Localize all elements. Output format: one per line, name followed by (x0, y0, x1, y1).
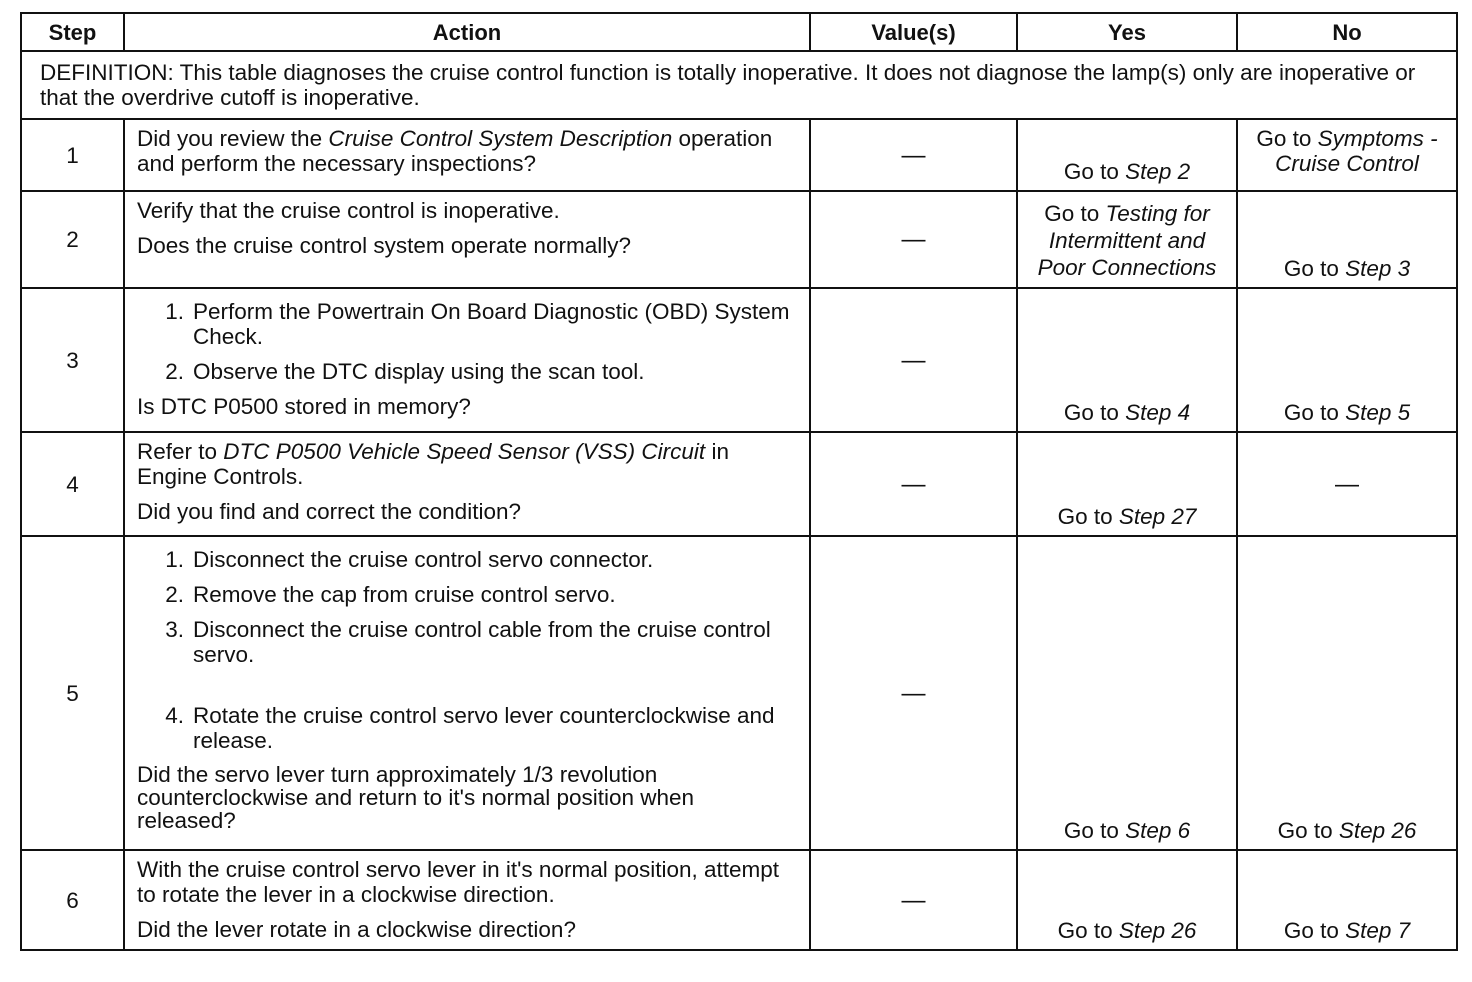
action-cell (124, 536, 810, 850)
action-cell (124, 119, 810, 191)
action-text-part: operation and perform the necessary inspections? (137, 126, 773, 176)
table-row (21, 119, 1457, 191)
action-cell (124, 191, 810, 288)
header-action: Action (124, 13, 810, 51)
no-cell: — (1237, 432, 1457, 536)
table-row (21, 432, 1457, 536)
action-question: Did the servo lever turn approximately 1/3 revolution counterclockwise and return to it's normal position when released? (137, 762, 695, 833)
goto-link[interactable]: Step 26 (1118, 918, 1197, 943)
list-item (137, 617, 799, 667)
step-number: 5 (21, 536, 124, 850)
list-item (137, 359, 799, 384)
list-item-text: Perform the Powertrain On Board Diagnostic (OBD) System Check. (193, 299, 790, 349)
procedure-list (137, 299, 799, 384)
goto-prefix: Go to (1063, 818, 1126, 843)
list-item-text: Remove the cap from cruise control servo. (193, 582, 616, 607)
step-number: 6 (21, 850, 124, 950)
goto-link[interactable]: Step 5 (1345, 400, 1411, 425)
list-item-text: Disconnect the cruise control servo connector. (193, 547, 654, 572)
goto-link[interactable]: Step 2 (1125, 159, 1191, 184)
goto-prefix: Go to (1283, 918, 1346, 943)
header-values: Value(s) (810, 13, 1017, 51)
list-item (137, 299, 799, 349)
table-row (21, 536, 1457, 850)
procedure-list (137, 547, 799, 753)
yes-cell (1017, 191, 1237, 288)
table-row (21, 191, 1457, 288)
list-item (137, 582, 799, 607)
list-item-number: 2. (165, 359, 184, 384)
yes-cell (1017, 119, 1237, 191)
step-number: 1 (21, 119, 124, 191)
action-cell (124, 850, 810, 950)
no-cell (1237, 536, 1457, 850)
header-yes: Yes (1017, 13, 1237, 51)
step-number: 2 (21, 191, 124, 288)
action-question: Is DTC P0500 stored in memory? (137, 394, 471, 419)
value-cell: — (810, 850, 1017, 950)
list-item-number: 1. (165, 299, 184, 324)
list-item-number: 3. (165, 617, 184, 642)
action-reference: DTC P0500 Vehicle Speed Sensor (VSS) Circuit (223, 439, 706, 464)
no-cell (1237, 191, 1457, 288)
goto-link[interactable]: Step 3 (1345, 256, 1411, 281)
table-row (21, 288, 1457, 432)
goto-prefix: Go to (1277, 818, 1339, 843)
no-cell (1237, 119, 1457, 191)
action-text: With the cruise control servo lever in it's normal position, attempt to rotate the lever in a clockwise direction. (137, 857, 780, 907)
action-text-part: in Engine Controls. (137, 439, 729, 489)
action-text-part: Did you review the (137, 126, 329, 151)
value-cell: — (810, 288, 1017, 432)
goto-prefix: Go to (1063, 400, 1126, 425)
header-row (21, 13, 1457, 51)
step-number: 4 (21, 432, 124, 536)
value-cell: — (810, 119, 1017, 191)
list-item-text: Observe the DTC display using the scan tool. (193, 359, 645, 384)
step-number: 3 (21, 288, 124, 432)
value-cell: — (810, 191, 1017, 288)
yes-cell (1017, 432, 1237, 536)
goto-link[interactable]: Symptoms - Cruise Control (1275, 126, 1438, 176)
value-cell: — (810, 536, 1017, 850)
list-item-number: 1. (165, 547, 184, 572)
action-question: Did you find and correct the condition? (137, 499, 521, 524)
action-question: Did the lever rotate in a clockwise direction? (137, 917, 576, 942)
action-text-part: Refer to (137, 439, 224, 464)
header-step: Step (21, 13, 124, 51)
list-item-number: 4. (165, 703, 184, 728)
goto-link[interactable]: Step 4 (1125, 400, 1191, 425)
list-item-number: 2. (165, 582, 184, 607)
goto-prefix: Go to (1283, 400, 1346, 425)
goto-prefix: Go to (1283, 256, 1346, 281)
yes-cell (1017, 850, 1237, 950)
header-no: No (1237, 13, 1457, 51)
goto-prefix: Go to (1063, 159, 1126, 184)
action-cell (124, 432, 810, 536)
action-reference: Cruise Control System Description (328, 126, 673, 151)
action-text (137, 439, 799, 489)
goto-link[interactable]: Step 6 (1125, 818, 1191, 843)
goto-prefix: Go to (1044, 201, 1106, 226)
goto-link[interactable]: Step 7 (1345, 918, 1411, 943)
action-question: Does the cruise control system operate normally? (137, 233, 631, 258)
table-row (21, 850, 1457, 950)
goto-prefix: Go to (1057, 504, 1119, 529)
goto-link[interactable]: Step 27 (1118, 504, 1197, 529)
diagnostic-table (20, 12, 1458, 951)
list-item-text: Disconnect the cruise control cable from the cruise control servo. (193, 617, 771, 667)
goto-link[interactable]: Step 26 (1338, 818, 1417, 843)
action-cell (124, 288, 810, 432)
list-item (137, 547, 799, 572)
definition-text: DEFINITION: This table diagnoses the cruise control function is totally inoperative. It does not diagnose the lamp(s) only are inoperative or that the overdrive cutoff is inoperative. (21, 51, 1457, 119)
goto-prefix: Go to (1256, 126, 1318, 151)
list-item (137, 703, 799, 753)
value-cell: — (810, 432, 1017, 536)
goto-link[interactable]: Testing for Intermittent and Poor Connections (1037, 201, 1217, 280)
yes-cell (1017, 288, 1237, 432)
goto-prefix: Go to (1057, 918, 1119, 943)
action-text: Verify that the cruise control is inoperative. (137, 198, 560, 223)
definition-row (21, 51, 1457, 119)
list-item-text: Rotate the cruise control servo lever counterclockwise and release. (193, 703, 775, 753)
no-cell (1237, 850, 1457, 950)
no-cell (1237, 288, 1457, 432)
yes-cell (1017, 536, 1237, 850)
action-text (137, 126, 799, 176)
